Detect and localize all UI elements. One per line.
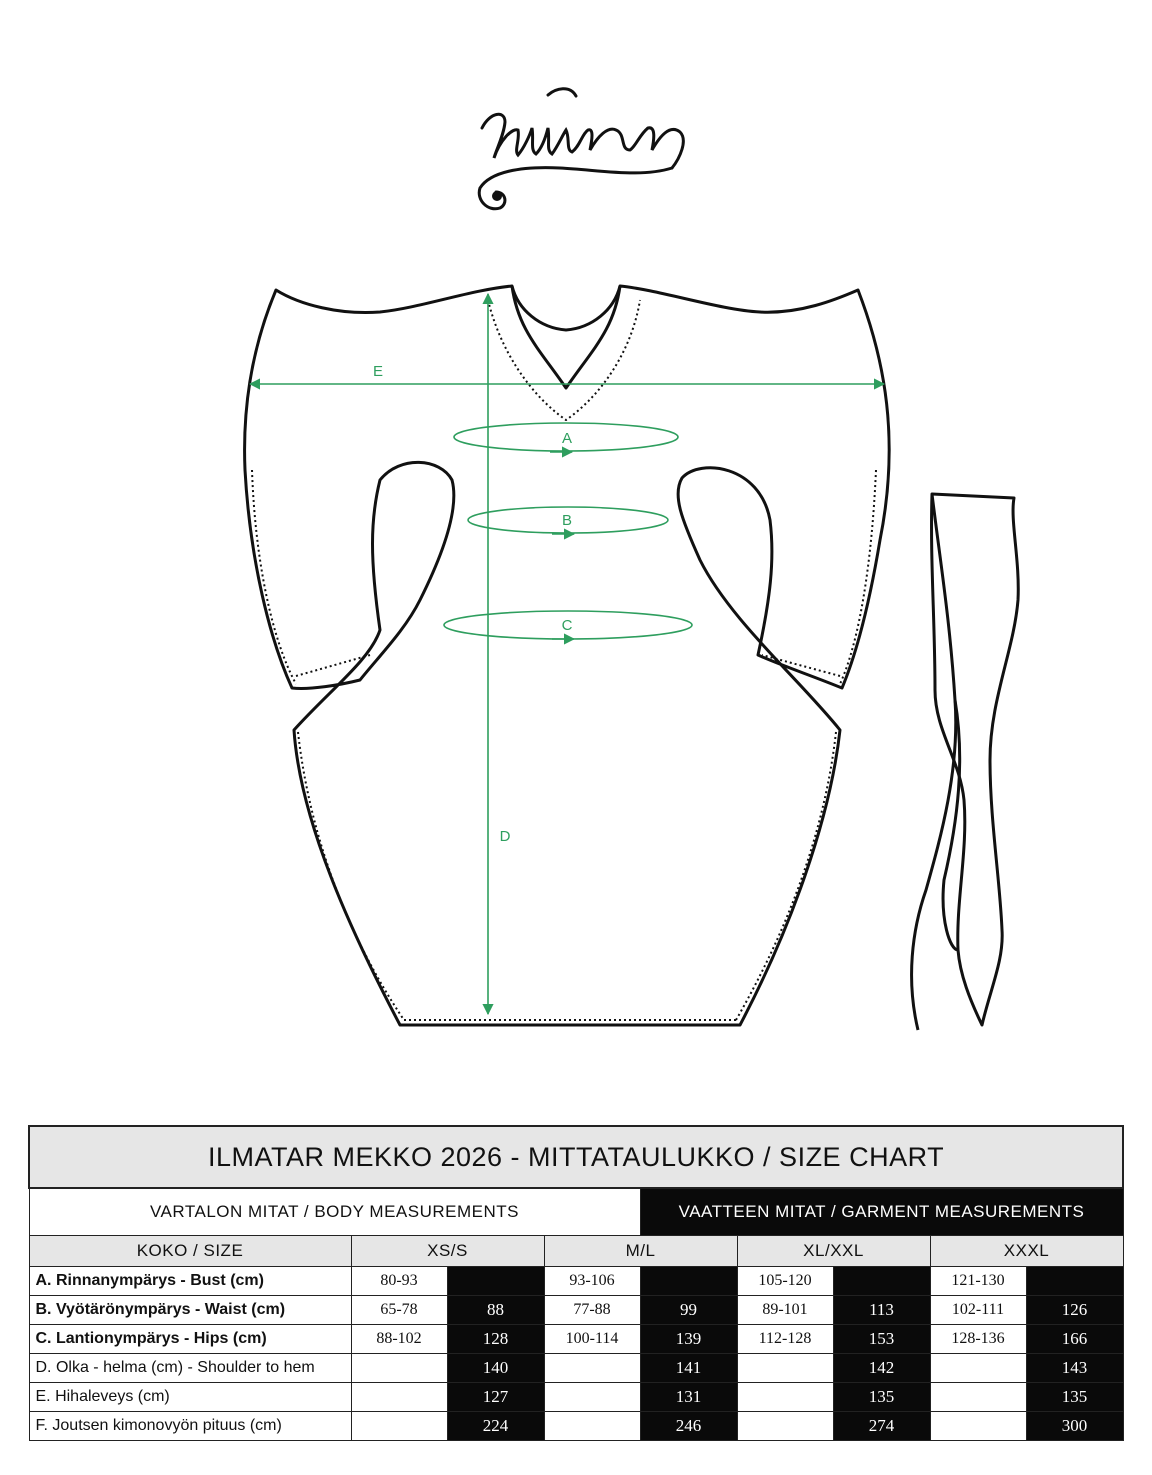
garment-measurement-cell: 128 xyxy=(447,1325,544,1354)
kimono-belt xyxy=(912,494,1019,1030)
size-header: XS/S xyxy=(351,1236,544,1267)
size-chart-table xyxy=(28,1125,1124,1441)
body-measurement-cell xyxy=(930,1412,1026,1441)
garment-measurement-cell: 135 xyxy=(1026,1383,1123,1412)
table-row xyxy=(29,1383,1123,1412)
logo-dot xyxy=(492,191,502,201)
size-header: XL/XXL xyxy=(737,1236,930,1267)
body-measurement-cell: 80-93 xyxy=(351,1267,447,1296)
garment-measurement-cell: 141 xyxy=(640,1354,737,1383)
body-measurement-cell xyxy=(737,1354,833,1383)
body-measurement-cell xyxy=(737,1383,833,1412)
garment-measurement-cell: 246 xyxy=(640,1412,737,1441)
garment-measurement-cell xyxy=(833,1267,930,1296)
garment-measurement-cell: 300 xyxy=(1026,1412,1123,1441)
garment-measurement-cell: 274 xyxy=(833,1412,930,1441)
size-chart-title: ILMATAR MEKKO 2026 - MITTATAULUKKO / SIZE CHART xyxy=(29,1126,1123,1188)
body-measurement-cell xyxy=(351,1354,447,1383)
garment-measurement-cell: 113 xyxy=(833,1296,930,1325)
body-measurement-cell: 112-128 xyxy=(737,1325,833,1354)
body-measurement-cell xyxy=(544,1383,640,1412)
garment-measurement-cell: 143 xyxy=(1026,1354,1123,1383)
body-measurement-cell: 102-111 xyxy=(930,1296,1026,1325)
label-b: B xyxy=(561,512,573,529)
garment-measurement-cell: 139 xyxy=(640,1325,737,1354)
garment-measurement-cell: 131 xyxy=(640,1383,737,1412)
table-row xyxy=(29,1354,1123,1383)
garment-measurement-cell: 140 xyxy=(447,1354,544,1383)
table-row xyxy=(29,1412,1123,1441)
size-label: KOKO / SIZE xyxy=(29,1236,351,1267)
size-header: XXXL xyxy=(930,1236,1123,1267)
garment-measurement-cell: 142 xyxy=(833,1354,930,1383)
body-measurement-cell: 105-120 xyxy=(737,1267,833,1296)
garment-measurement-cell: 88 xyxy=(447,1296,544,1325)
garment-measurements-header: VAATTEEN MITAT / GARMENT MEASUREMENTS xyxy=(640,1188,1123,1236)
label-d: D xyxy=(499,828,511,845)
garment-measurement-cell xyxy=(640,1267,737,1296)
body-measurement-cell xyxy=(544,1412,640,1441)
garment-measurement-cell: 153 xyxy=(833,1325,930,1354)
measurement-label: B. Vyötärönympärys - Waist (cm) xyxy=(29,1296,351,1325)
body-measurement-cell xyxy=(351,1383,447,1412)
measurement-label: F. Joutsen kimonovyön pituus (cm) xyxy=(29,1412,351,1441)
garment-measurement-cell xyxy=(1026,1267,1123,1296)
body-measurement-cell xyxy=(930,1354,1026,1383)
measurement-lines xyxy=(250,294,884,1014)
brand-logo xyxy=(479,89,683,209)
body-measurement-cell: 100-114 xyxy=(544,1325,640,1354)
body-measurement-cell: 88-102 xyxy=(351,1325,447,1354)
garment-measurement-cell: 126 xyxy=(1026,1296,1123,1325)
measurement-label: A. Rinnanympärys - Bust (cm) xyxy=(29,1267,351,1296)
label-e: E xyxy=(372,363,384,380)
body-measurement-cell xyxy=(737,1412,833,1441)
body-measurement-cell: 128-136 xyxy=(930,1325,1026,1354)
label-a: A xyxy=(561,430,573,447)
garment-measurement-cell: 166 xyxy=(1026,1325,1123,1354)
table-row xyxy=(29,1296,1123,1325)
garment-measurement-cell xyxy=(447,1267,544,1296)
label-c: C xyxy=(561,617,573,634)
body-measurements-header: VARTALON MITAT / BODY MEASUREMENTS xyxy=(29,1188,640,1236)
measurement-label: E. Hihaleveys (cm) xyxy=(29,1383,351,1412)
body-measurement-cell: 121-130 xyxy=(930,1267,1026,1296)
garment-measurement-cell: 99 xyxy=(640,1296,737,1325)
body-measurement-cell xyxy=(351,1412,447,1441)
measurement-label: C. Lantionympärys - Hips (cm) xyxy=(29,1325,351,1354)
body-measurement-cell: 77-88 xyxy=(544,1296,640,1325)
dress-outline xyxy=(245,286,890,1025)
body-measurement-cell xyxy=(544,1354,640,1383)
measurement-label: D. Olka - helma (cm) - Shoulder to hem xyxy=(29,1354,351,1383)
body-measurement-cell: 93-106 xyxy=(544,1267,640,1296)
garment-measurement-cell: 135 xyxy=(833,1383,930,1412)
garment-measurement-cell: 224 xyxy=(447,1412,544,1441)
body-measurement-cell: 65-78 xyxy=(351,1296,447,1325)
garment-measurement-cell: 127 xyxy=(447,1383,544,1412)
body-measurement-cell xyxy=(930,1383,1026,1412)
table-row xyxy=(29,1267,1123,1296)
body-measurement-cell: 89-101 xyxy=(737,1296,833,1325)
table-row xyxy=(29,1325,1123,1354)
size-header: M/L xyxy=(544,1236,737,1267)
